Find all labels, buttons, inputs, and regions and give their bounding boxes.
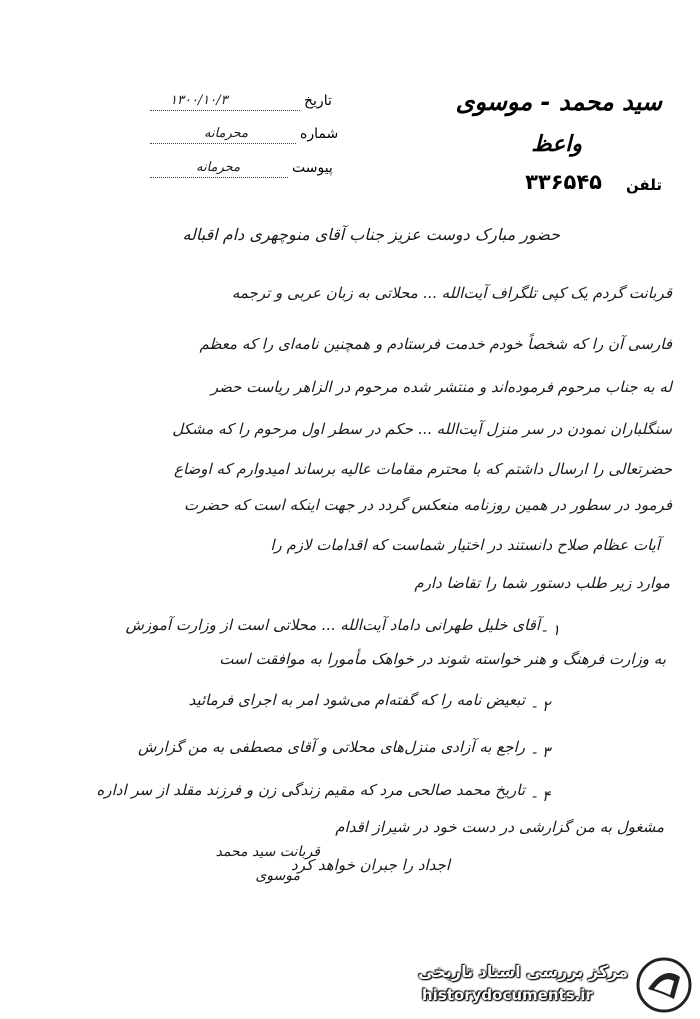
letter-salutation: حضور مبارک دوست عزیز جناب آقای منوچهری دام اقباله <box>182 225 560 244</box>
letter-line: قربانت گردم یک کپی تلگراف آیت‌الله ... محلاتی به زبان عربی و ترجمه <box>231 284 672 302</box>
letter-line: فرمود در سطور در همین روزنامه منعکس گردد در جهت اینکه است که حضرت <box>183 496 672 514</box>
item-number: ۱ - <box>542 621 560 639</box>
letterhead-title: واعظ <box>531 132 582 157</box>
attachment-value: محرمانه <box>196 160 241 175</box>
attachment-dotted-line <box>150 177 288 178</box>
item-text: به وزارت فرهنگ و هنر خواسته شوند در خواهک مأمورا به موافقت است <box>219 650 666 668</box>
item-text: تبعیض نامه را که گفته‌ام می‌شود امر به اجرای فرمائید <box>188 691 525 709</box>
phone-label: تلفن <box>625 176 662 194</box>
watermark-org: مرکز بررسی اسناد تاریخی <box>418 962 628 981</box>
archive-logo-icon <box>634 955 694 1015</box>
letter-line: حضرتعالی را ارسال داشتم که با محترم مقامات عالیه برساند امیدوارم که اوضاع <box>174 460 672 478</box>
letterhead-name: سید محمد - موسوی <box>455 88 662 116</box>
letter-line: له به جناب مرحوم فرموده‌اند و منتشر شده مرحوم در الزاهر ریاست حضر <box>210 378 672 396</box>
watermark-site: historydocuments.ir <box>422 986 593 1004</box>
item-text: مشغول به من گزارشی در دست خود در شیراز اقدام <box>335 818 664 836</box>
letter-line: موارد زیر طلب دستور شما را تقاضا دارم <box>414 574 670 592</box>
item-text: راجع به آزادی منزل‌های محلاتی و آقای مصطفی به من گزارش <box>137 738 525 756</box>
letter-line: آیات عظام صلاح دانستند در اختیار شماست که اقدامات لازم را <box>270 536 660 554</box>
signature-name: موسوی <box>255 868 300 884</box>
phone-number: ۳۳۶۵۴۵ <box>525 170 602 194</box>
item-text: تاریخ محمد صالحی مرد که مقیم زندگی زن و فرزند مقلد از سر اداره <box>96 781 525 799</box>
letter-line: فارسی آن را که شخصاً خودم خدمت فرستادم و همچنین نامه‌ای را که معظم <box>199 335 672 353</box>
number-dotted-line <box>150 143 296 144</box>
item-number: ۳ - <box>532 743 550 761</box>
attachment-label: پیوست <box>292 160 333 176</box>
item-number: ۲ - <box>532 697 550 715</box>
item-number: ۴ - <box>532 787 550 805</box>
signature-line: قربانت سید محمد <box>215 844 320 860</box>
date-value: ۱۳۰۰/۱۰/۳ <box>170 93 228 108</box>
item-text: آقای خلیل طهرانی داماد آیت‌الله ... محلاتی است از وزارت آموزش <box>125 616 540 634</box>
date-label: تاریخ <box>304 93 332 109</box>
number-label: شماره <box>300 126 339 142</box>
number-value: محرمانه <box>204 126 249 141</box>
letter-line: سنگلباران نمودن در سر منزل آیت‌الله ... حکم در سطر اول مرحوم را که مشکل <box>172 420 672 438</box>
letter-closing: اجداد را جبران خواهد کرد <box>291 856 450 874</box>
date-dotted-line <box>150 110 300 111</box>
